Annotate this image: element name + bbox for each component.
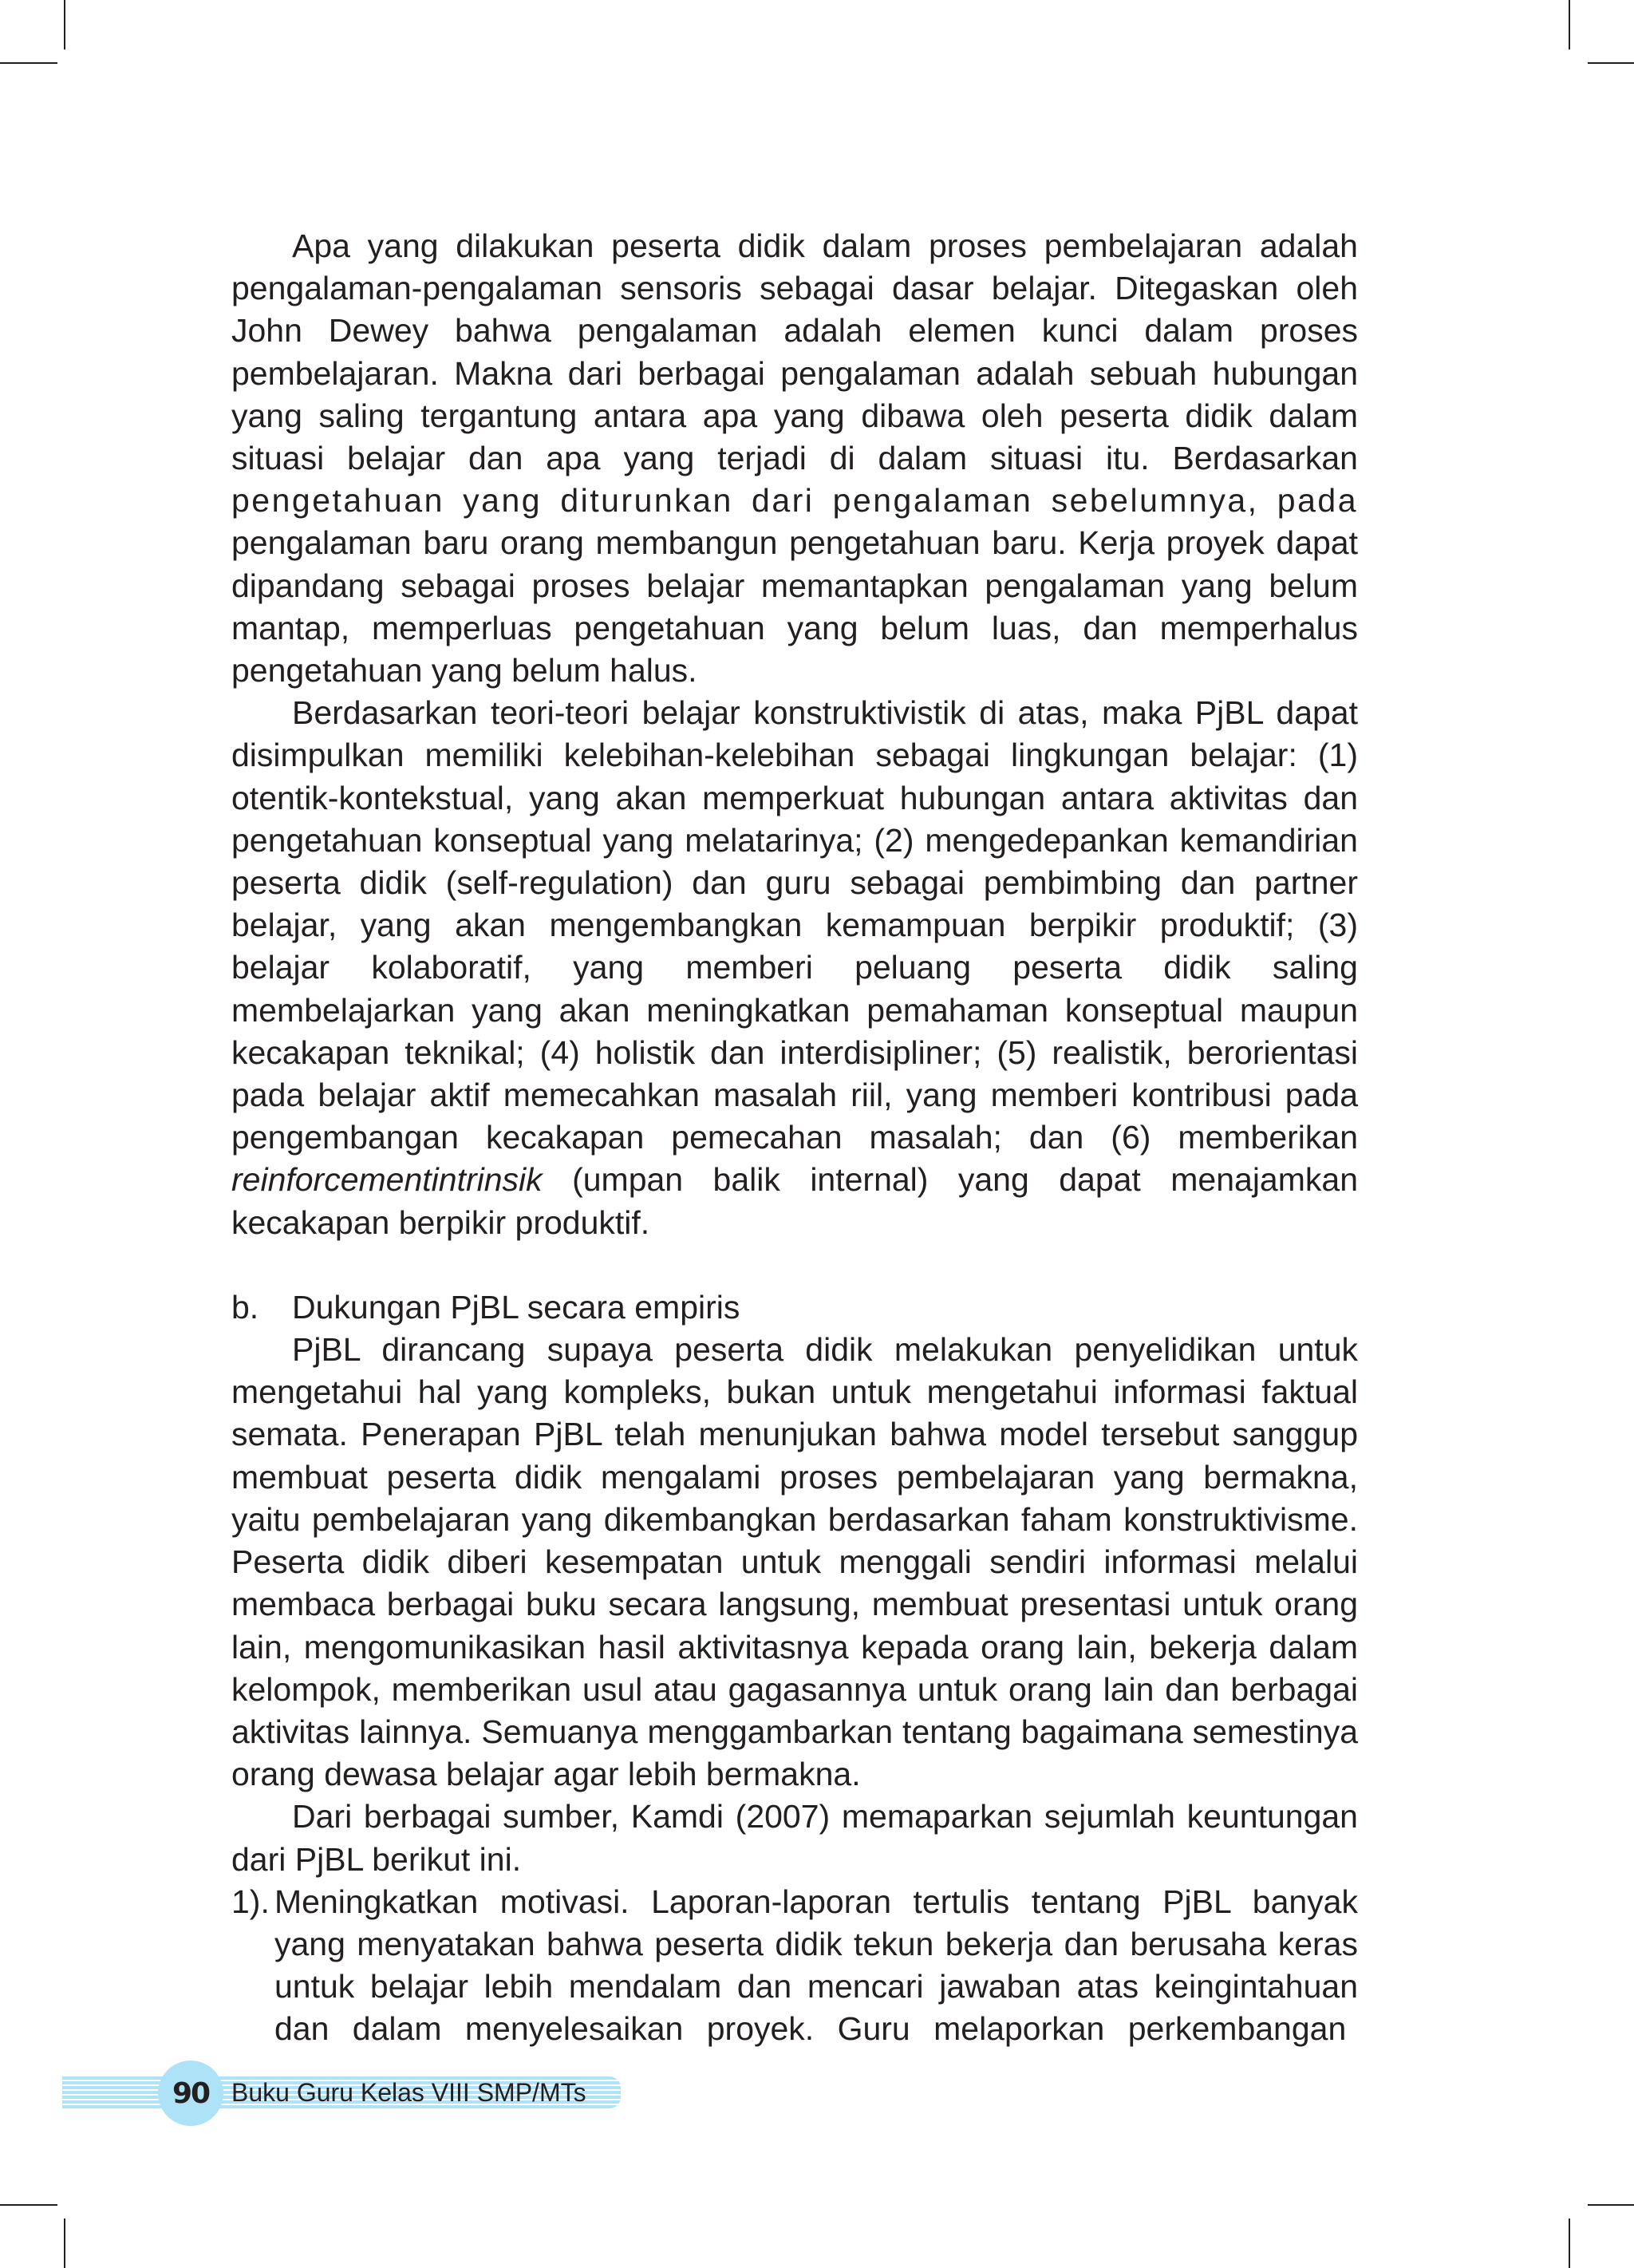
crop-mark-top-left-horizontal (0, 62, 57, 64)
section-title: Dukungan PjBL secara empiris (292, 1288, 740, 1326)
page-number-badge (158, 2061, 223, 2126)
list-item-text-main: Meningkatkan motivasi. Laporan-laporan tertulis tentang PjBL banyak yang menyatakan bahwa peserta didik tekun bekerja dan berusaha keras untuk belajar lebih mendalam dan mencari jawaban atas keingintahuan (274, 1883, 1358, 2005)
paragraph-dewey-part-c: pengalaman baru orang membangun pengetahuan baru. Kerja proyek dapat dipandang sebagai proses belajar memantapkan pengalaman yang belum mantap, memperluas pengetahuan yang belum luas, dan memperhalus pengetahuan yang belum halus. (231, 524, 1358, 689)
paragraph-pjbl-advantages (231, 692, 1358, 1244)
page-number: 90 (172, 2076, 210, 2110)
paragraph-advantages-text: Berdasarkan teori-teori belajar konstruktivistik di atas, maka PjBL dapat disimpulkan memiliki kelebihan-kelebihan sebagai lingkungan belajar: (1) otentik-kontekstual, yang akan memperkuat hubungan antara aktivitas dan pengetahuan konseptual yang melatarinya; (2) mengedepankan kemandirian peserta didik (self-regulation) dan guru sebagai pembimbing dan partner belajar, yang akan mengembangkan kemampuan berpikir produktif; (3) belajar kolaboratif, yang memberi peluang peserta didik saling membelajarkan yang akan meningkatkan pemahaman konseptual maupun kecakapan teknikal; (4) holistik dan interdisipliner; (5) realistik, berorientasi pada belajar aktif memecahkan masalah riil, yang memberi kontribusi pada pengembangan kecakapan pemecahan masalah; dan (6) memberikan (231, 694, 1358, 1156)
list-item-number: 1). (231, 1883, 270, 1920)
list-item-text (274, 1881, 1358, 2051)
crop-mark-top-left-vertical (64, 0, 65, 49)
section-marker: b. (231, 1288, 259, 1326)
italic-term: reinforcementintrinsik (231, 1161, 543, 1199)
paragraph-empirical-support: PjBL dirancang supaya peserta didik melakukan penyelidikan untuk mengetahui hal yang kompleks, bukan untuk mengetahui informasi faktual semata. Penerapan PjBL telah menunjukan bahwa model tersebut sanggup membuat peserta didik mengalami proses pembelajaran yang bermakna, yaitu pembelajaran yang dikembangkan berdasarkan faham konstruktivisme. Peserta didik diberi kesempatan untuk menggali sendiri informasi melalui membaca berbagai buku secara langsung, membuat presentasi untuk orang lain, mengomunikasikan hasil aktivitasnya kepada orang lain, bekerja dalam kelompok, memberikan usul atau gagasannya untuk orang lain dan berbagai aktivitas lainnya. Semuanya menggambarkan tentang bagaimana semestinya orang dewasa belajar agar lebih bermakna. (231, 1331, 1358, 1793)
footer-book-title: Buku Guru Kelas VIII SMP/MTs (231, 2078, 586, 2107)
crop-mark-bottom-right-vertical (1569, 2219, 1570, 2268)
crop-mark-bottom-left-vertical (64, 2219, 65, 2268)
crop-mark-top-right-vertical (1569, 0, 1570, 49)
page-footer (62, 2059, 621, 2126)
paragraph-dewey-part-a: Apa yang dilakukan peserta didik dalam proses pembelajaran adalah pengalaman-pengalaman sensoris sebagai dasar belajar. Ditegaskan oleh John Dewey bahwa pengalaman adalah elemen kunci dalam proses pembelajaran. Makna dari berbagai pengalaman adalah sebuah hubungan yang saling tergantung antara apa yang dibawa oleh peserta didik dalam situasi belajar dan apa yang terjadi di dalam situasi itu. Berdasarkan (231, 227, 1358, 477)
body-text (231, 225, 1358, 2051)
paragraph-dewey-spaced-line: pengetahuan yang diturunkan dari pengalaman sebelumnya, pada (231, 482, 1358, 520)
crop-mark-top-right-horizontal (1588, 62, 1634, 64)
paragraph-advantages-end: (umpan balik internal) yang dapat menajamkan kecakapan berpikir produktif. (231, 1161, 1358, 1241)
paragraph-kamdi: Dari berbagai sumber, Kamdi (2007) memaparkan sejumlah keuntungan dari PjBL berikut ini. (231, 1798, 1358, 1878)
list-item (231, 1881, 1358, 2051)
spacer (231, 1244, 1358, 1286)
list-item-text-last-line: dan dalam menyelesaikan proyek. Guru melaporkan perkembangan (274, 2010, 1347, 2048)
paragraph-dewey (231, 225, 1358, 692)
crop-mark-bottom-left-horizontal (0, 2204, 57, 2206)
crop-mark-bottom-right-horizontal (1588, 2204, 1634, 2206)
section-heading (231, 1286, 1358, 1329)
